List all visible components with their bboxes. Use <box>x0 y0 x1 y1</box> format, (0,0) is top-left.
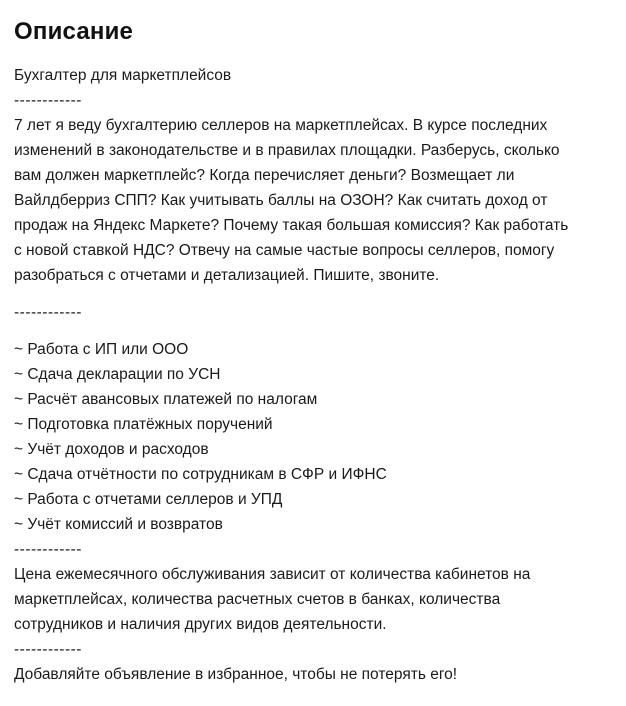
section-title: Описание <box>14 18 134 45</box>
separator: ------------ <box>14 541 82 558</box>
spacer <box>14 288 614 300</box>
intro-line: 7 лет я веду бухгалтерию селлеров на маркетплейсах. В курсе последних <box>14 117 548 134</box>
intro-line: с новой ставкой НДС? Отвечу на самые частые вопросы селлеров, помогу <box>14 242 555 259</box>
footer-note: Добавляйте объявление в избранное, чтобы не потерять его! <box>14 666 458 683</box>
intro-line: разобраться с отчетами и детализацией. Пишите, звоните. <box>14 267 440 284</box>
intro-line: продаж на Яндекс Маркете? Почему такая большая комиссия? Как работать <box>14 217 569 234</box>
service-item: ~ Учёт комиссий и возвратов <box>14 516 223 533</box>
intro-line: вам должен маркетплейс? Когда перечисляет деньги? Возмещает ли <box>14 167 515 184</box>
service-item: ~ Сдача отчётности по сотрудникам в СФР и ИФНС <box>14 466 387 483</box>
service-item: ~ Сдача декларации по УСН <box>14 366 221 383</box>
separator: ------------ <box>14 304 82 321</box>
price-line: сотрудников и наличия других видов деятельности. <box>14 616 387 633</box>
service-item: ~ Расчёт авансовых платежей по налогам <box>14 391 318 408</box>
spacer <box>14 325 614 337</box>
service-item: ~ Работа с отчетами селлеров и УПД <box>14 491 283 508</box>
description-text <box>14 63 614 687</box>
subtitle: Бухгалтер для маркетплейсов <box>14 67 232 84</box>
price-line: маркетплейсах, количества расчетных счетов в банках, количества <box>14 591 501 608</box>
separator: ------------ <box>14 641 82 658</box>
service-item: ~ Работа с ИП или ООО <box>14 341 189 358</box>
description-section <box>14 14 614 687</box>
intro-line: Вайлдберриз СПП? Как учитывать баллы на ОЗОН? Как считать доход от <box>14 192 548 209</box>
separator: ------------ <box>14 92 82 109</box>
price-line: Цена ежемесячного обслуживания зависит от количества кабинетов на <box>14 566 531 583</box>
intro-line: изменений в законодательстве и в правилах площадки. Разберусь, сколько <box>14 142 560 159</box>
service-item: ~ Подготовка платёжных поручений <box>14 416 273 433</box>
service-item: ~ Учёт доходов и расходов <box>14 441 209 458</box>
